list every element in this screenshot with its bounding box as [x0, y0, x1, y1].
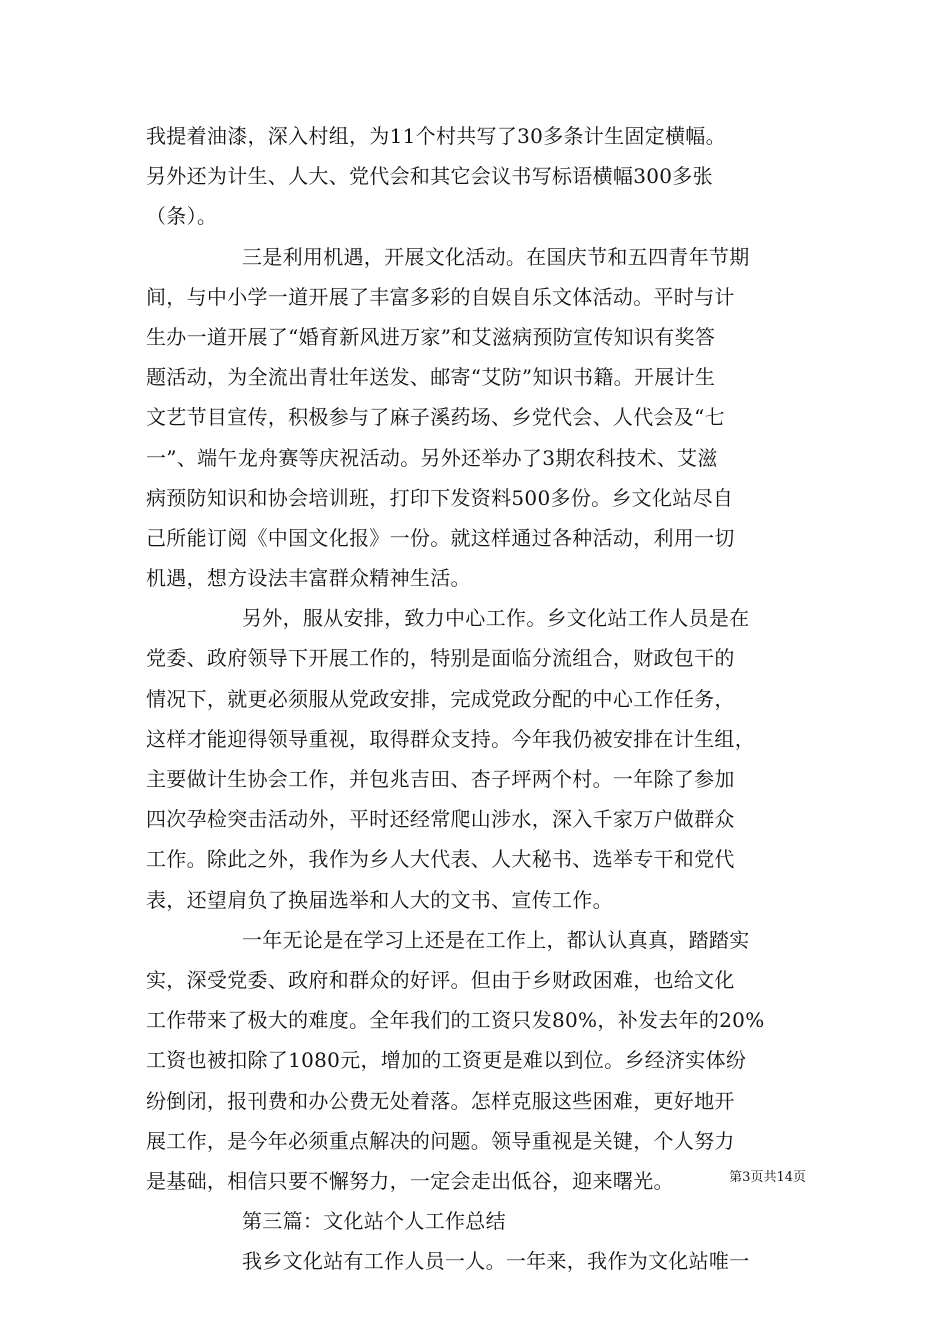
text-line: 三是利用机遇，开展文化活动。在国庆节和五四青年节期	[242, 244, 750, 269]
text-line: 己所能订阅《中国文化报》一份。就这样通过各种活动，利用一切	[146, 525, 735, 550]
text-line: 工资也被扣除了1080元，增加的工资更是难以到位。乡经济实体纷	[146, 1048, 747, 1073]
page-number-footer: 第3页共14页	[729, 1170, 806, 1185]
text-line: 我提着油漆，深入村组，为11个村共写了30多条计生固定横幅。	[146, 124, 726, 148]
text-line: （条）。	[146, 204, 218, 229]
text-line: 文艺节目宣传，积极参与了麻子溪药场、乡党代会、人代会及“七	[146, 405, 725, 430]
text-line: 题活动，为全流出青壮年送发、邮寄“艾防”知识书籍。开展计生	[146, 365, 716, 390]
text-line: 表，还望肩负了换届选举和人大的文书、宣传工作。	[146, 887, 613, 912]
text-line: 党委、政府领导下开展工作的，特别是面临分流组合，财政包干的	[146, 646, 735, 671]
text-line: 四次孕检突击活动外，平时还经常爬山涉水，深入千家万户做群众	[146, 807, 735, 832]
text-line: 机遇，想方设法丰富群众精神生活。	[146, 566, 471, 591]
text-line: 一年无论是在学习上还是在工作上，都认认真真，踏踏实	[242, 927, 750, 952]
text-line: 展工作，是今年必须重点解决的问题。领导重视是关键，个人努力	[146, 1128, 735, 1153]
text-line: 第三篇：文化站个人工作总结	[242, 1209, 506, 1234]
text-line: 是基础，相信只要不懈努力，一定会走出低谷，迎来曙光。	[146, 1168, 674, 1193]
text-line: 实，深受党委、政府和群众的好评。但由于乡财政困难，也给文化	[146, 967, 735, 992]
text-line: 工作。除此之外，我作为乡人大代表、人大秘书、选举专干和党代	[146, 847, 735, 872]
text-line: 一”、端午龙舟赛等庆祝活动。另外还举办了3期农科技术、艾滋	[146, 445, 718, 470]
text-line: 工作带来了极大的难度。全年我们的工资只发80%，补发去年的20%	[146, 1008, 765, 1033]
text-line: 主要做计生协会工作，并包兆吉田、杏子坪两个村。一年除了参加	[146, 767, 735, 791]
text-line: 这样才能迎得领导重视，取得群众支持。今年我仍被安排在计生组，	[146, 726, 755, 751]
text-line: 另外还为计生、人大、党代会和其它会议书写标语横幅300多张	[146, 164, 713, 189]
text-line: 我乡文化站有工作人员一人。一年来，我作为文化站唯一	[242, 1249, 750, 1274]
text-line: 另外，服从安排，致力中心工作。乡文化站工作人员是在	[242, 606, 750, 631]
text-line: 情况下，就更必须服从党政安排，完成党政分配的中心工作任务，	[146, 686, 735, 711]
text-line: 纷倒闭，报刊费和办公费无处着落。怎样克服这些困难，更好地开	[146, 1088, 735, 1113]
document-body	[146, 116, 806, 1281]
text-line: 生办一道开展了“婚育新风进万家”和艾滋病预防宣传知识有奖答	[146, 324, 716, 349]
text-line: 间，与中小学一道开展了丰富多彩的自娱自乐文体活动。平时与计	[146, 284, 735, 309]
text-line: 病预防知识和协会培训班，打印下发资料500多份。乡文化站尽自	[146, 485, 734, 510]
